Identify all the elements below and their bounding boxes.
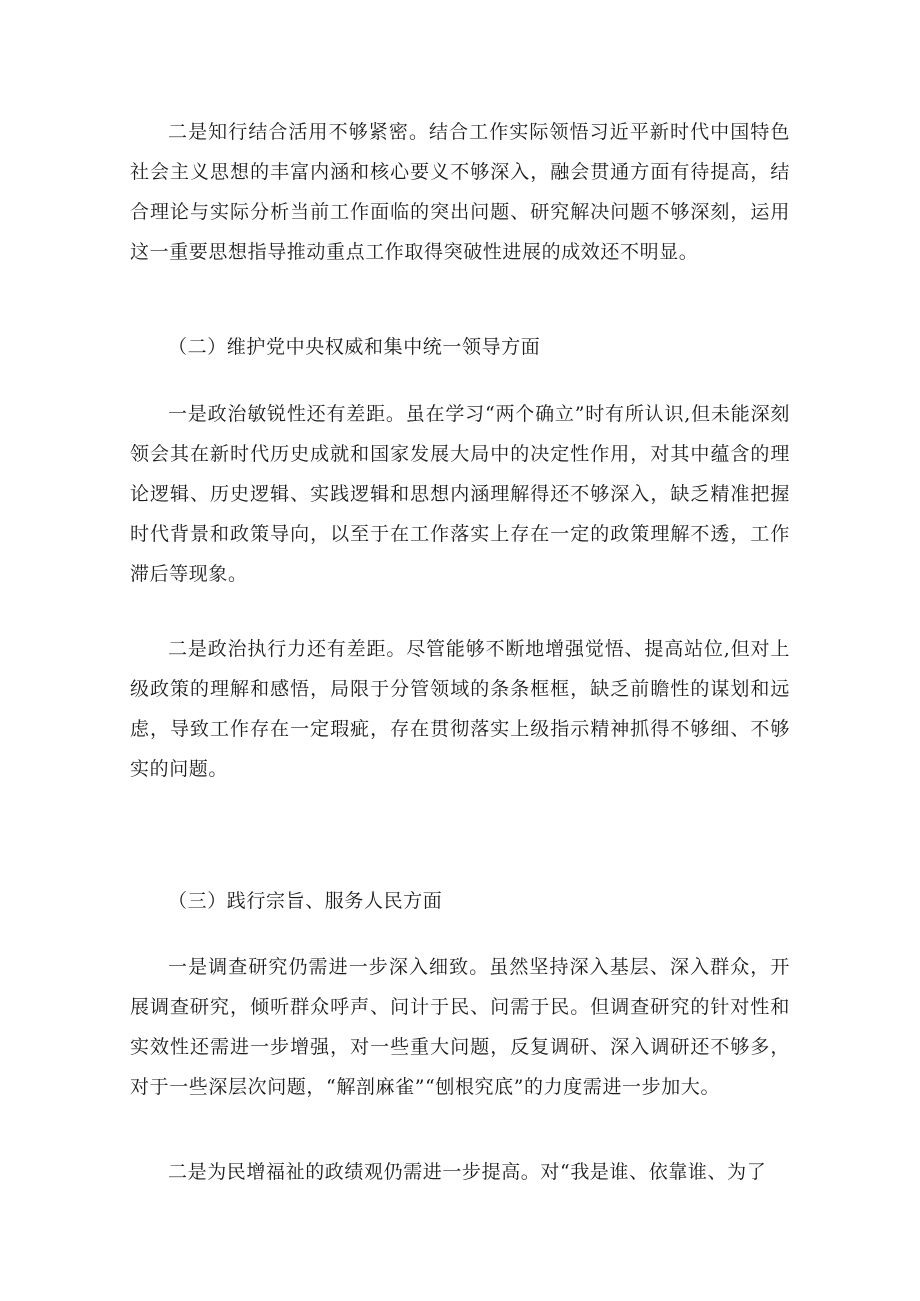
paragraph-political-sensitivity: 一是政治敏锐性还有差距。虽在学习“两个确立”时有所认识,但未能深刻领会其在新时代历史成就和国家发展大局中的决定性作用，对其中蕴含的理论逻辑、历史逻辑、实践逻辑和思想内涵理解得还不够深入，缺乏精准把握时代背景和政策导向，以至于在工作落实上存在一定的政策理解不透，工作滞后等现象。 [130, 403, 790, 585]
paragraph-welfare: 二是为民增福祉的政绩观仍需进一步提高。对“我是谁、依靠谁、为了 [168, 1161, 767, 1183]
paragraph-political-execution: 二是政治执行力还有差距。尽管能够不断地增强觉悟、提高站位,但对上级政策的理解和感悟，局限于分管领域的条条框框，缺乏前瞻性的谋划和远虑，导致工作存在一定瑕疵，存在贯彻落实上级指示精神抓得不够细、不够实的问题。 [130, 638, 790, 780]
paragraph-investigation: 一是调查研究仍需进一步深入细致。虽然坚持深入基层、深入群众，开展调查研究，倾听群众呼声、问计于民、问需于民。但调查研究的针对性和实效性还需进一步增强，对一些重大问题，反复调研、深入调研还不够多，对于一些深层次问题，“解剖麻雀”“刨根究底”的力度需进一步加大。 [130, 956, 790, 1098]
section-heading-3: （三）践行宗旨、服务人民方面 [168, 890, 443, 912]
section-heading-2: （二）维护党中央权威和集中统一领导方面 [168, 336, 541, 358]
paragraph-zhixing: 二是知行结合活用不够紧密。结合工作实际领悟习近平新时代中国特色社会主义思想的丰富内涵和核心要义不够深入，融会贯通方面有待提高，结合理论与实际分析当前工作面临的突出问题、研究解决问题不够深刻，运用这一重要思想指导推动重点工作取得突破性进展的成效还不明显。 [130, 121, 790, 263]
